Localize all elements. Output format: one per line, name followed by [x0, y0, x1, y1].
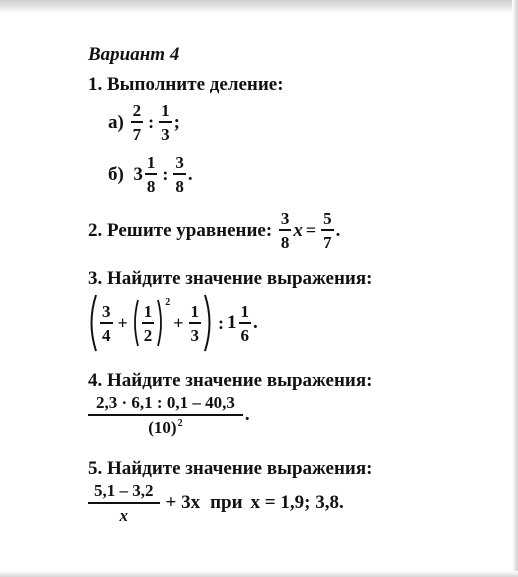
task-4-text: Найдите значение выражения: — [107, 370, 373, 391]
mixed-whole: 3 — [133, 163, 143, 185]
right-big-paren-icon — [203, 293, 215, 353]
division-sign: : — [218, 312, 225, 333]
task-5-text: Найдите значение выражения: — [107, 458, 373, 479]
task-3-fraction-3 — [189, 303, 202, 344]
task-5-header — [88, 458, 372, 480]
task-3-header — [88, 268, 372, 290]
task-1-number: 1. — [88, 74, 103, 95]
task-4-expression — [86, 394, 250, 436]
task-5-expression — [86, 482, 344, 524]
task-1b-label: б) — [108, 163, 124, 185]
task-4-number: 4. — [88, 370, 103, 391]
fraction-numerator: 1 — [239, 303, 252, 324]
task-3-expression — [86, 293, 258, 353]
task-1b-fraction-2 — [173, 154, 186, 195]
task-2-text: Решите уравнение: — [107, 219, 273, 241]
fraction-numerator: 3 — [279, 210, 292, 231]
task-3-fraction-2 — [142, 303, 155, 344]
task-5-number: 5. — [88, 458, 103, 479]
plus-sign: + — [117, 312, 128, 333]
division-sign: : — [162, 164, 169, 184]
denominator-base: (10) — [148, 418, 177, 437]
task-1a-fraction-2 — [159, 102, 172, 143]
task-1a — [108, 102, 180, 143]
period: . — [187, 163, 193, 185]
fraction-denominator: 8 — [146, 177, 156, 196]
task-3-fraction-1 — [100, 303, 113, 344]
fraction-numerator: 5,1 – 3,2 — [88, 482, 160, 504]
fraction-denominator: 7 — [323, 233, 332, 252]
fraction-numerator: 1 — [189, 303, 202, 324]
left-big-paren-icon — [86, 293, 98, 353]
task-3-fraction-4 — [239, 303, 252, 344]
semicolon: ; — [173, 111, 180, 133]
task-1b — [108, 154, 193, 195]
division-sign: : — [148, 112, 155, 132]
task-5-when: при — [210, 492, 243, 513]
task-5-condition: x = 1,9; 3,8. — [250, 492, 344, 513]
fraction-numerator: 3 — [100, 303, 113, 324]
fraction-numerator: 1 — [142, 303, 155, 324]
fraction-numerator: 1 — [145, 154, 158, 175]
task-2-number: 2. — [88, 219, 103, 241]
task-1-header — [88, 74, 284, 96]
equals-sign: = — [305, 220, 317, 240]
task-3-text: Найдите значение выражения: — [107, 268, 373, 289]
fraction-denominator: 6 — [240, 325, 250, 345]
task-2-fraction-1 — [279, 210, 292, 251]
power-exponent: 2 — [165, 297, 171, 308]
task-1b-fraction-1 — [145, 154, 158, 195]
fraction-denominator: x — [119, 506, 128, 525]
task-2 — [88, 210, 340, 251]
fraction-denominator: 3 — [190, 325, 200, 345]
fraction-denominator: 4 — [102, 325, 111, 345]
task-2-fraction-2 — [321, 210, 334, 251]
fraction-numerator: 1 — [159, 102, 172, 123]
task-1a-label: а) — [108, 111, 124, 133]
period: . — [335, 219, 341, 241]
variant-title: Вариант 4 — [88, 44, 180, 65]
task-5-rest: + 3x — [165, 492, 201, 513]
fraction-numerator: 2 — [131, 102, 144, 123]
task-5-fraction — [88, 482, 160, 524]
fraction-denominator: 2 — [143, 325, 153, 345]
fraction-denominator: 3 — [161, 125, 170, 144]
task-1-text: Выполните деление: — [107, 74, 284, 95]
fraction-numerator: 3 — [173, 154, 186, 175]
variable-x: x — [293, 219, 303, 241]
task-3-number: 3. — [88, 268, 103, 289]
fraction-denominator: 7 — [132, 125, 142, 144]
fraction-denominator: 8 — [175, 177, 184, 196]
period: . — [253, 312, 258, 333]
right-paren-icon — [156, 298, 165, 348]
plus-sign: + — [173, 312, 184, 333]
task-4-header — [88, 370, 372, 392]
period: . — [244, 404, 250, 425]
task-4-fraction — [88, 394, 243, 436]
task-1a-fraction-1 — [131, 102, 144, 143]
denominator-exponent: 2 — [177, 418, 183, 430]
fraction-numerator: 5 — [321, 210, 334, 231]
left-paren-icon — [131, 298, 140, 348]
mixed-whole: 1 — [227, 312, 237, 333]
fraction-denominator — [146, 416, 184, 436]
fraction-denominator: 8 — [280, 233, 290, 252]
fraction-numerator: 2,3 · 6,1 : 0,1 – 40,3 — [88, 394, 243, 416]
